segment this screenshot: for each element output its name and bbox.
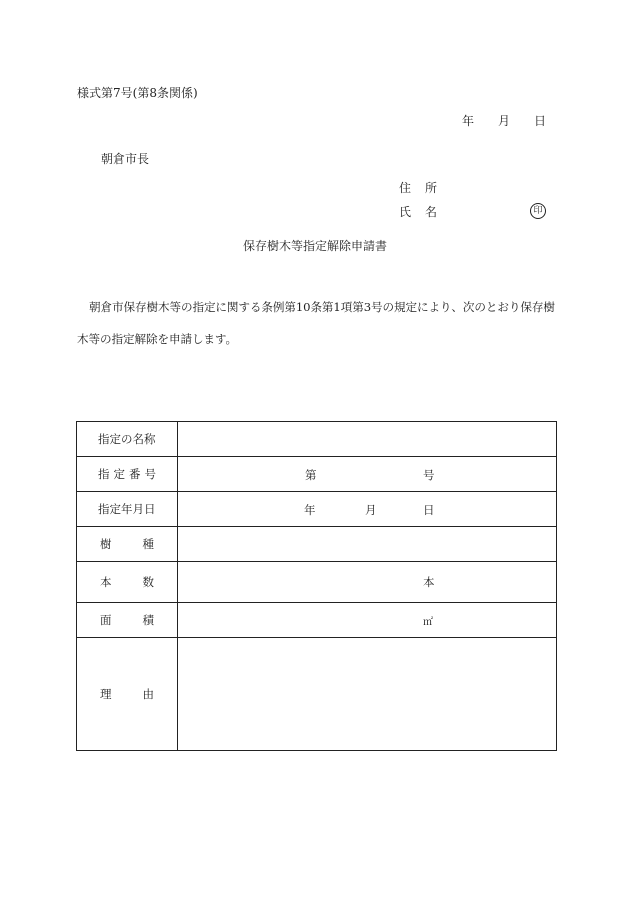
name-label: 氏 名 xyxy=(399,205,437,219)
row-label-area: 面 積 xyxy=(77,603,178,638)
designation-month: 月 xyxy=(365,503,377,517)
application-date xyxy=(462,112,546,129)
table-row-number xyxy=(77,457,557,492)
row-label-species: 樹 種 xyxy=(77,527,178,562)
row-label-count: 本 数 xyxy=(77,562,178,603)
number-suffix: 号 xyxy=(423,468,435,482)
area-unit: ㎡ xyxy=(423,617,433,628)
row-label-name: 指定の名称 xyxy=(77,422,178,457)
table-row-area xyxy=(77,603,557,638)
table-row-count xyxy=(77,562,557,603)
designation-day: 日 xyxy=(423,503,435,517)
number-value-cell[interactable] xyxy=(178,457,557,492)
applicant-address-row xyxy=(399,179,549,196)
row-label-designation-date: 指定年月日 xyxy=(77,492,178,527)
recipient: 朝倉市長 xyxy=(101,152,150,166)
row-label-number: 指 定 番 号 xyxy=(77,457,178,492)
table-row-name xyxy=(77,422,557,457)
address-label: 住 所 xyxy=(399,181,437,195)
seal-mark: 印 xyxy=(530,203,546,219)
number-prefix: 第 xyxy=(305,468,317,482)
document-title: 保存樹木等指定解除申請書 xyxy=(242,239,387,253)
row-label-reason: 理 由 xyxy=(77,638,178,751)
designation-date-cell[interactable] xyxy=(178,492,557,527)
date-month-label: 月 xyxy=(497,114,510,128)
form-number: 様式第7号(第8条関係) xyxy=(77,86,198,100)
table-row-reason xyxy=(77,638,557,751)
body-text: 朝倉市保存樹木等の指定に関する条例第10条第1項第3号の規定により、次のとおり保存樹木等の指定解除を申請します。 xyxy=(77,300,555,346)
area-value-cell[interactable] xyxy=(178,603,557,638)
applicant-name-row xyxy=(399,203,549,220)
date-day-label: 日 xyxy=(533,114,546,128)
application-table xyxy=(76,421,557,751)
designation-year: 年 xyxy=(304,503,316,517)
species-value-cell[interactable] xyxy=(178,527,557,562)
table-row-designation-date xyxy=(77,492,557,527)
date-year-label: 年 xyxy=(462,114,475,128)
name-value-cell[interactable] xyxy=(178,422,557,457)
count-unit: 本 xyxy=(423,575,435,589)
table-row-species xyxy=(77,527,557,562)
reason-value-cell[interactable] xyxy=(178,638,557,751)
count-value-cell[interactable] xyxy=(178,562,557,603)
